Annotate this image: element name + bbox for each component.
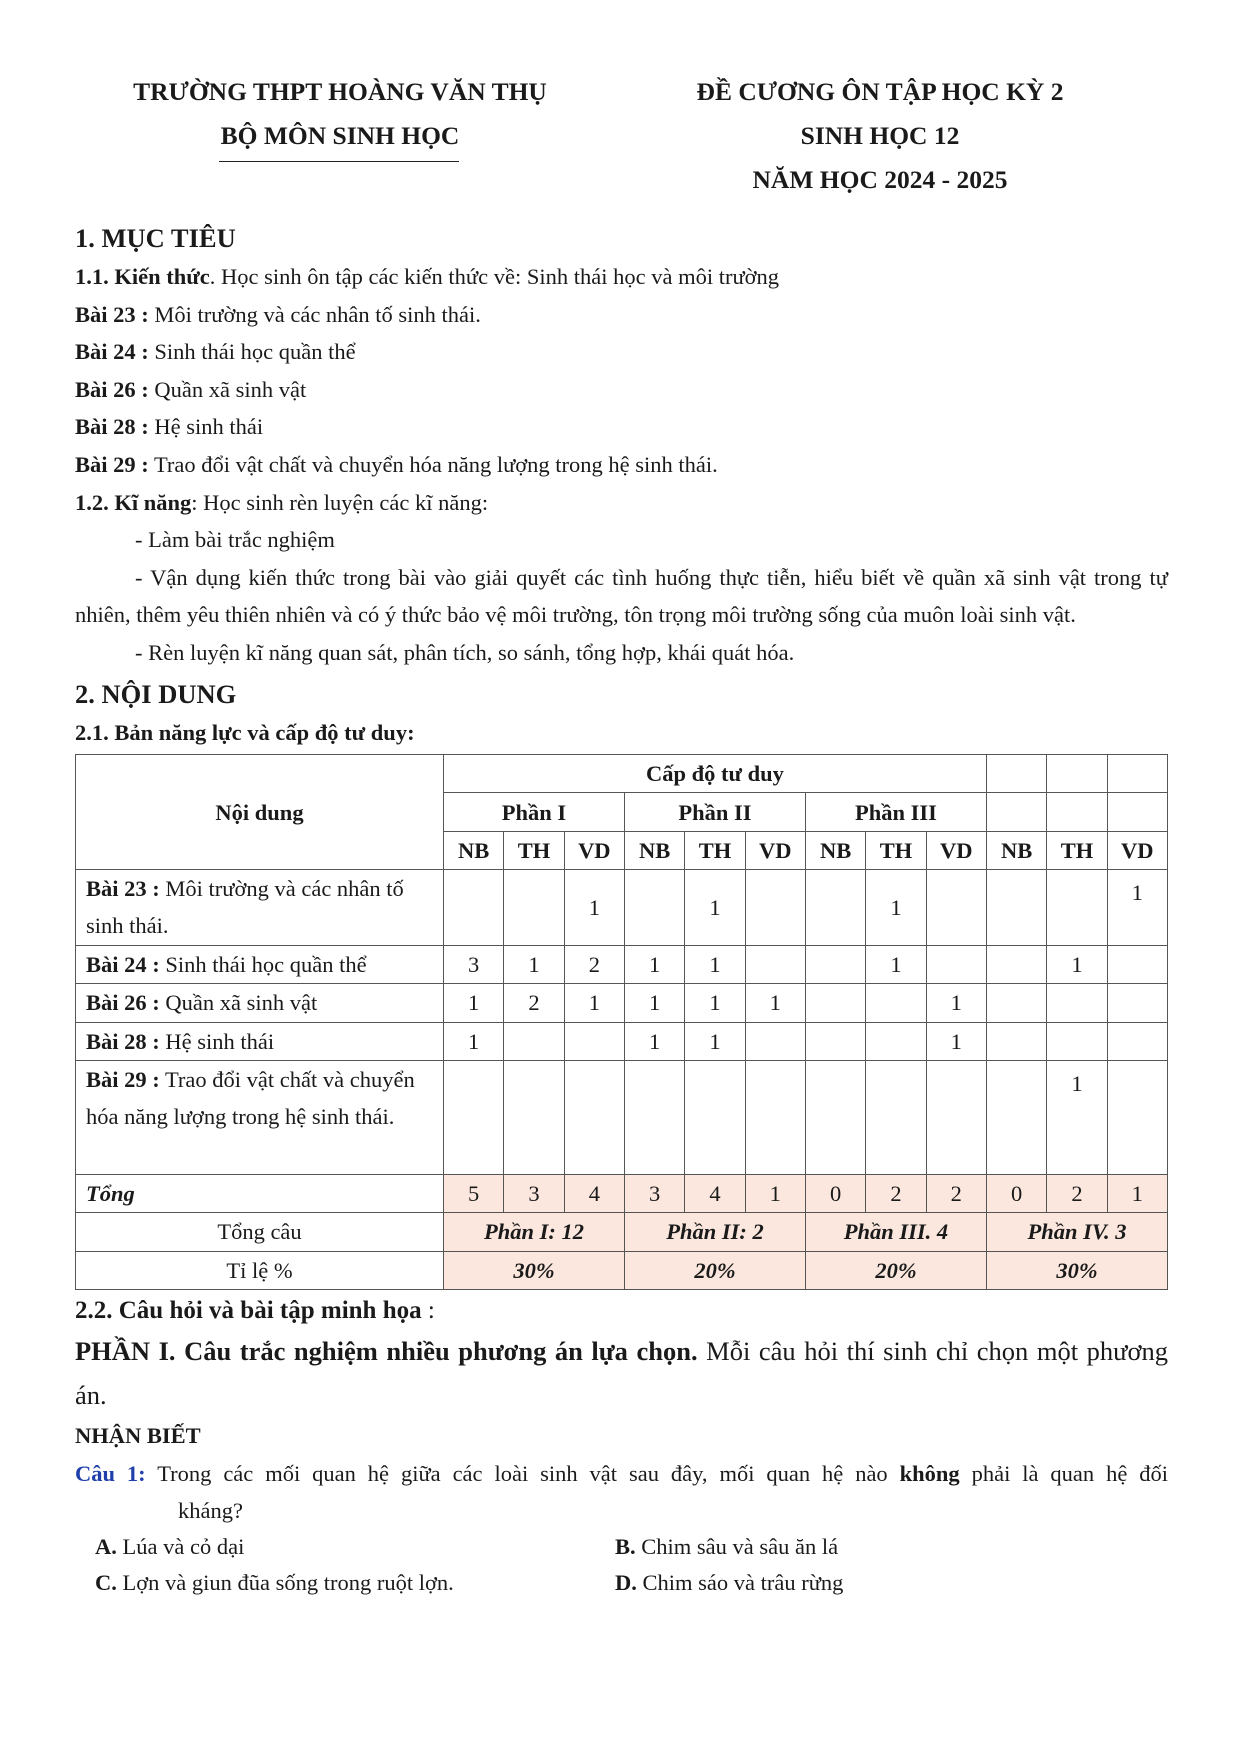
table-cell	[986, 793, 1046, 831]
lesson-label: Bài 26 :	[75, 376, 149, 402]
header-divider	[219, 161, 459, 162]
level-cell: VD	[564, 831, 624, 869]
total-cell: 1	[1107, 1174, 1167, 1212]
section-2-title: 2. NỘI DUNG	[75, 678, 237, 709]
table-cell: 1	[564, 870, 624, 946]
table-cell: 1	[1047, 1060, 1107, 1174]
level-cell: TH	[685, 831, 745, 869]
level-cell: NB	[624, 831, 684, 869]
question-emphasis: không	[899, 1460, 960, 1486]
skill-item: - Vận dụng kiến thức trong bài vào giải quyết các tình huống thực tiễn, hiểu biết về quần xã sinh vật trong tự nhiên, thêm yêu thiên nhiên và có ý thức bảo vệ môi trường, tôn trọng môi trường sống của muôn loài sinh vật.	[75, 564, 1168, 628]
table-cell	[745, 870, 805, 946]
level-cell: TH	[504, 831, 564, 869]
table-cell: 1	[685, 1022, 745, 1060]
level-cell: NB	[805, 831, 865, 869]
option-text: Lợn và giun đũa sống trong ruột lợn.	[116, 1569, 454, 1595]
count-cell: Phần I: 12	[444, 1213, 625, 1251]
row-label-text: Quần xã sinh vật	[159, 990, 318, 1016]
table-row	[76, 870, 1168, 946]
knowledge-line	[75, 258, 1168, 296]
table-cell: 1	[564, 984, 624, 1022]
option-text: Lúa và cỏ dại	[116, 1533, 245, 1559]
table-cell	[624, 870, 684, 946]
table-cell: 2	[564, 946, 624, 984]
answer-option-c[interactable]	[95, 1565, 454, 1601]
subsection-2-2-title	[75, 1292, 1168, 1330]
header-left	[90, 70, 590, 158]
table-cell	[805, 1060, 865, 1174]
table-cell	[986, 1060, 1046, 1174]
option-letter: C.	[95, 1569, 117, 1595]
ratio-cell: 30%	[986, 1251, 1167, 1289]
table-cell: 1	[745, 984, 805, 1022]
total-cell: 2	[866, 1174, 926, 1212]
row-label-bold: Bài 23 :	[86, 876, 160, 902]
table-cell	[1047, 870, 1107, 946]
ratio-cell: 30%	[444, 1251, 625, 1289]
table-cell	[685, 1060, 745, 1174]
part-1-title: PHẦN I. Câu trắc nghiệm nhiều phương án lựa chọn.	[75, 1336, 698, 1367]
table-cell	[866, 984, 926, 1022]
table-cell	[805, 946, 865, 984]
row-label	[76, 1060, 444, 1174]
count-cell: Phần II: 2	[624, 1213, 805, 1251]
row-label-text: Môi trường và các nhân tố sinh thái.	[86, 876, 404, 939]
level-cell: VD	[1107, 831, 1167, 869]
lesson-item	[75, 333, 1168, 371]
subject-name: SINH HỌC 12	[800, 121, 960, 150]
lesson-item	[75, 408, 1168, 446]
table-cell	[1047, 1022, 1107, 1060]
table-cell	[1047, 755, 1107, 793]
table-cell	[986, 946, 1046, 984]
header-right	[650, 70, 1110, 202]
part-header: Phần III	[805, 793, 986, 831]
row-label-bold: Bài 26 :	[86, 990, 160, 1016]
ratio-label: Tỉ lệ %	[76, 1251, 444, 1289]
lesson-text: Trao đổi vật chất và chuyển hóa năng lượng trong hệ sinh thái.	[148, 451, 718, 477]
table-cell	[805, 1022, 865, 1060]
part-1-heading	[75, 1329, 1168, 1417]
part-header: Phần II	[624, 793, 805, 831]
subsection-2-1-title: 2.1. Bản năng lực và cấp độ tư duy:	[75, 719, 415, 745]
skills-label: 1.2. Kĩ năng	[75, 489, 192, 515]
section-1-title: 1. MỤC TIÊU	[75, 223, 236, 253]
table-cell	[504, 870, 564, 946]
table-cell	[986, 1022, 1046, 1060]
table-cell	[745, 1060, 805, 1174]
option-letter: A.	[95, 1533, 117, 1559]
question-text: Trong các mối quan hệ giữa các loài sinh vật sau đây, mối quan hệ nào	[145, 1460, 900, 1486]
department-name: BỘ MÔN SINH HỌC	[220, 121, 460, 150]
level-cell: VD	[926, 831, 986, 869]
table-cell	[986, 870, 1046, 946]
table-cell	[805, 984, 865, 1022]
school-name: TRƯỜNG THPT HOÀNG VĂN THỤ	[133, 77, 547, 106]
table-cell: 1	[866, 946, 926, 984]
table-cell	[1107, 1060, 1167, 1174]
option-text: Chim sáo và trâu rừng	[636, 1569, 844, 1595]
school-year: NĂM HỌC 2024 - 2025	[752, 165, 1008, 194]
row-label-bold: Bài 28 :	[86, 1028, 160, 1054]
row-label-text: Sinh thái học quần thể	[159, 952, 367, 978]
table-header-row	[76, 755, 1168, 793]
level-cell: TH	[866, 831, 926, 869]
document-title: ĐỀ CƯƠNG ÔN TẬP HỌC KỲ 2	[696, 77, 1064, 106]
level-cell: NB	[986, 831, 1046, 869]
table-cell	[1047, 793, 1107, 831]
table-cell	[1107, 755, 1167, 793]
lesson-text: Môi trường và các nhân tố sinh thái.	[148, 301, 481, 327]
table-cell: 1	[866, 870, 926, 946]
knowledge-text: . Học sinh ôn tập các kiến thức về: Sinh thái học và môi trường	[209, 264, 780, 289]
table-cell: 1	[926, 1022, 986, 1060]
total-cell: 0	[805, 1174, 865, 1212]
table-cell	[624, 1060, 684, 1174]
document-body	[75, 218, 1168, 1603]
row-label	[76, 1022, 444, 1060]
total-cell: 3	[624, 1174, 684, 1212]
lesson-label: Bài 29 :	[75, 451, 149, 477]
row-label-bold: Bài 29 :	[86, 1066, 160, 1092]
table-cell	[564, 1022, 624, 1060]
question-1	[75, 1455, 1168, 1493]
table-cell	[1107, 793, 1167, 831]
total-cell: 4	[685, 1174, 745, 1212]
table-cell	[745, 1022, 805, 1060]
table-cell	[926, 870, 986, 946]
lesson-text: Quần xã sinh vật	[148, 376, 307, 402]
table-cell	[926, 1060, 986, 1174]
lesson-item	[75, 296, 1168, 334]
ratio-cell: 20%	[624, 1251, 805, 1289]
total-cell: 1	[745, 1174, 805, 1212]
table-cell: 1	[624, 1022, 684, 1060]
row-label	[76, 946, 444, 984]
knowledge-label: 1.1. Kiến thức	[75, 264, 210, 289]
row-label-bold: Bài 24 :	[86, 952, 160, 978]
row-label	[76, 984, 444, 1022]
lesson-item	[75, 446, 1168, 484]
table-cell: 1	[685, 870, 745, 946]
table-cell	[926, 946, 986, 984]
subsection-2-2-tail: :	[421, 1296, 435, 1324]
skill-item: - Làm bài trắc nghiệm	[135, 527, 335, 553]
table-cell: 1	[685, 984, 745, 1022]
total-label: Tổng	[76, 1174, 444, 1212]
option-letter: D.	[615, 1569, 637, 1595]
table-cell: 1	[624, 984, 684, 1022]
competency-table	[75, 754, 1168, 1290]
total-cell: 5	[444, 1174, 504, 1212]
total-row	[76, 1174, 1168, 1212]
table-cell: 1	[1107, 870, 1167, 946]
row-label	[76, 870, 444, 946]
skills-line	[75, 484, 1168, 522]
table-row	[76, 946, 1168, 984]
lesson-item	[75, 371, 1168, 409]
level-cell: TH	[1047, 831, 1107, 869]
answer-options	[75, 1529, 1168, 1603]
difficulty-level: NHẬN BIẾT	[75, 1423, 201, 1449]
table-cell	[1047, 984, 1107, 1022]
question-text-tail: phải là quan hệ đối	[959, 1460, 1168, 1486]
total-cell: 4	[564, 1174, 624, 1212]
row-label-text: Hệ sinh thái	[159, 1028, 275, 1054]
table-cell	[1107, 984, 1167, 1022]
table-cell: 1	[504, 946, 564, 984]
table-cell	[1107, 946, 1167, 984]
count-cell: Phần IV. 3	[986, 1213, 1167, 1251]
total-cell: 3	[504, 1174, 564, 1212]
ratio-row	[76, 1251, 1168, 1289]
content-header: Nội dung	[76, 755, 444, 870]
answer-option-a[interactable]	[95, 1529, 244, 1565]
table-row	[76, 1060, 1168, 1174]
option-letter: B.	[615, 1533, 636, 1559]
table-cell: 1	[444, 984, 504, 1022]
table-row	[76, 1022, 1168, 1060]
table-cell	[745, 946, 805, 984]
question-continuation: kháng?	[178, 1497, 243, 1523]
table-cell	[444, 1060, 504, 1174]
table-cell	[866, 1022, 926, 1060]
table-cell	[504, 1022, 564, 1060]
table-cell	[1107, 1022, 1167, 1060]
total-cell: 0	[986, 1174, 1046, 1212]
skills-text: : Học sinh rèn luyện các kĩ năng:	[191, 489, 489, 515]
option-text: Chim sâu và sâu ăn lá	[635, 1533, 839, 1559]
lesson-label: Bài 24 :	[75, 339, 149, 365]
level-header: Cấp độ tư duy	[444, 755, 987, 793]
table-cell: 1	[1047, 946, 1107, 984]
table-row	[76, 984, 1168, 1022]
skill-item: - Rèn luyện kĩ năng quan sát, phân tích, so sánh, tổng hợp, khái quát hóa.	[135, 639, 795, 665]
lesson-text: Sinh thái học quần thể	[148, 339, 356, 365]
total-cell: 2	[1047, 1174, 1107, 1212]
level-cell: NB	[444, 831, 504, 869]
count-cell: Phần III. 4	[805, 1213, 986, 1251]
table-cell	[986, 755, 1046, 793]
level-cell: VD	[745, 831, 805, 869]
subsection-2-2-label: 2.2. Câu hỏi và bài tập minh họa	[75, 1296, 422, 1324]
count-row	[76, 1213, 1168, 1251]
table-cell: 1	[926, 984, 986, 1022]
ratio-cell: 20%	[805, 1251, 986, 1289]
lesson-text: Hệ sinh thái	[148, 414, 264, 440]
table-cell	[564, 1060, 624, 1174]
table-cell: 1	[685, 946, 745, 984]
table-cell	[986, 984, 1046, 1022]
table-cell: 1	[444, 1022, 504, 1060]
lesson-label: Bài 23 :	[75, 301, 149, 327]
count-label: Tổng câu	[76, 1213, 444, 1251]
question-number: Câu 1:	[75, 1460, 146, 1486]
table-cell: 1	[624, 946, 684, 984]
table-cell	[866, 1060, 926, 1174]
part-header: Phần I	[444, 793, 625, 831]
total-cell: 2	[926, 1174, 986, 1212]
table-cell: 3	[444, 946, 504, 984]
table-cell	[805, 870, 865, 946]
row-label-text: Trao đổi vật chất và chuyển hóa năng lượng trong hệ sinh thái.	[86, 1066, 415, 1129]
answer-option-d[interactable]	[615, 1565, 843, 1601]
table-cell	[444, 870, 504, 946]
table-cell: 2	[504, 984, 564, 1022]
table-cell	[504, 1060, 564, 1174]
lesson-label: Bài 28 :	[75, 414, 149, 440]
answer-option-b[interactable]	[615, 1529, 838, 1565]
part-1-instruction: Mỗi câu hỏi thí sinh chỉ chọn một phương án.	[75, 1336, 1168, 1411]
